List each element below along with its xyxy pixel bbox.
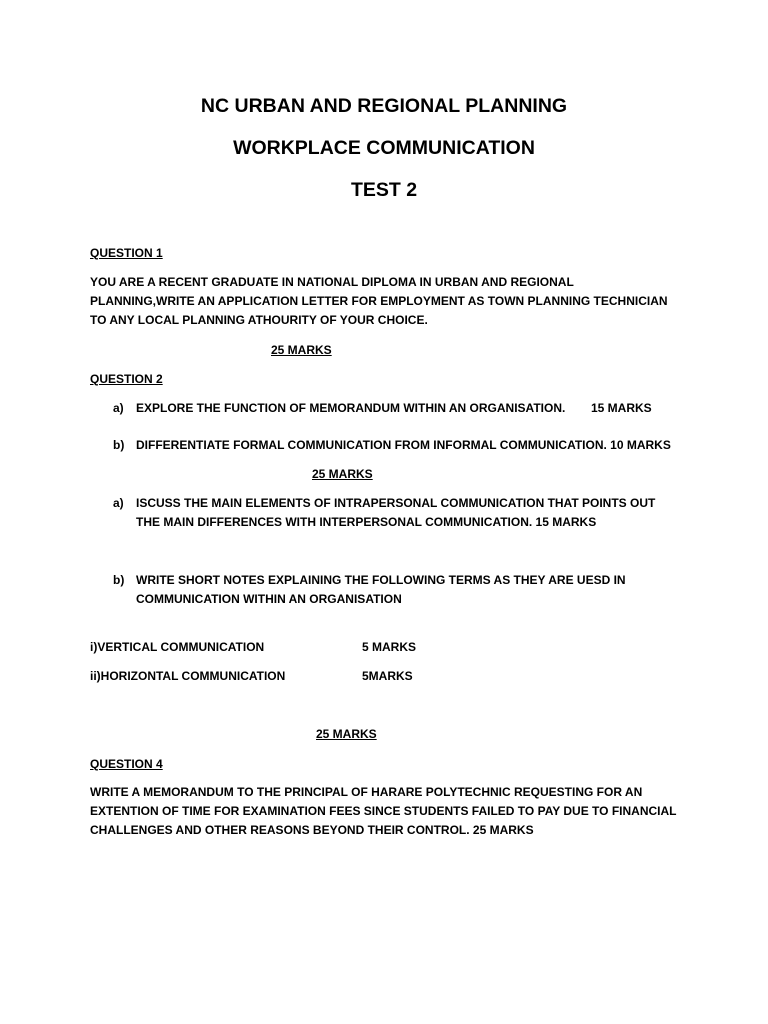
question-2a-marker: a) xyxy=(113,401,124,415)
question-3a-text: ISCUSS THE MAIN ELEMENTS OF INTRAPERSONAL COMMUNICATION THAT POINTS OUT THE MAIN DIFFERENCES WITH INTERPERSONAL COMMUNICATION. 15 MARKS xyxy=(136,496,656,529)
question-2b-text: DIFFERENTIATE FORMAL COMMUNICATION FROM INFORMAL COMMUNICATION. 10 MARKS xyxy=(136,438,671,452)
question-3b-text: WRITE SHORT NOTES EXPLAINING THE FOLLOWING TERMS AS THEY ARE UESD IN COMMUNICATION WITHIN AN ORGANISATION xyxy=(136,573,626,606)
question-1-total-marks: 25 MARKS xyxy=(271,343,332,357)
term-horizontal-label: ii)HORIZONTAL COMMUNICATION xyxy=(90,669,286,683)
test-title: TEST 2 xyxy=(350,179,418,201)
question-4-heading: QUESTION 4 xyxy=(90,757,163,771)
question-2b-marker: b) xyxy=(113,438,125,452)
subject-title: WORKPLACE COMMUNICATION xyxy=(233,137,535,159)
term-vertical-label: i)VERTICAL COMMUNICATION xyxy=(90,640,265,654)
question-3b-marker: b) xyxy=(113,573,125,587)
question-3-total-marks: 25 MARKS xyxy=(316,727,377,741)
question-2-heading: QUESTION 2 xyxy=(90,372,163,386)
question-1-heading: QUESTION 1 xyxy=(90,246,163,260)
question-3a-marker: a) xyxy=(113,496,124,510)
question-2a-marks: 15 MARKS xyxy=(591,401,652,415)
question-2-total-marks: 25 MARKS xyxy=(312,467,373,481)
question-1-text: YOU ARE A RECENT GRADUATE IN NATIONAL DIPLOMA IN URBAN AND REGIONAL PLANNING,WRITE AN APPLICATION LETTER FOR EMPLOYMENT AS TOWN PLANNING TECHNICIAN TO ANY LOCAL PLANNING ATHOURITY OF YOUR CHOICE. xyxy=(90,275,668,327)
question-4-text: WRITE A MEMORANDUM TO THE PRINCIPAL OF HARARE POLYTECHNIC REQUESTING FOR AN EXTENTION OF TIME FOR EXAMINATION FEES SINCE STUDENTS FAILED TO PAY DUE TO FINANCIAL CHALLENGES AND OTHER REASONS BEYOND THEIR CONTROL. 25 MARKS xyxy=(90,785,677,837)
question-2a-text: EXPLORE THE FUNCTION OF MEMORANDUM WITHIN AN ORGANISATION. xyxy=(136,401,566,415)
course-title: NC URBAN AND REGIONAL PLANNING xyxy=(200,95,568,117)
term-horizontal-marks: 5MARKS xyxy=(362,669,413,683)
term-vertical-marks: 5 MARKS xyxy=(362,640,417,654)
